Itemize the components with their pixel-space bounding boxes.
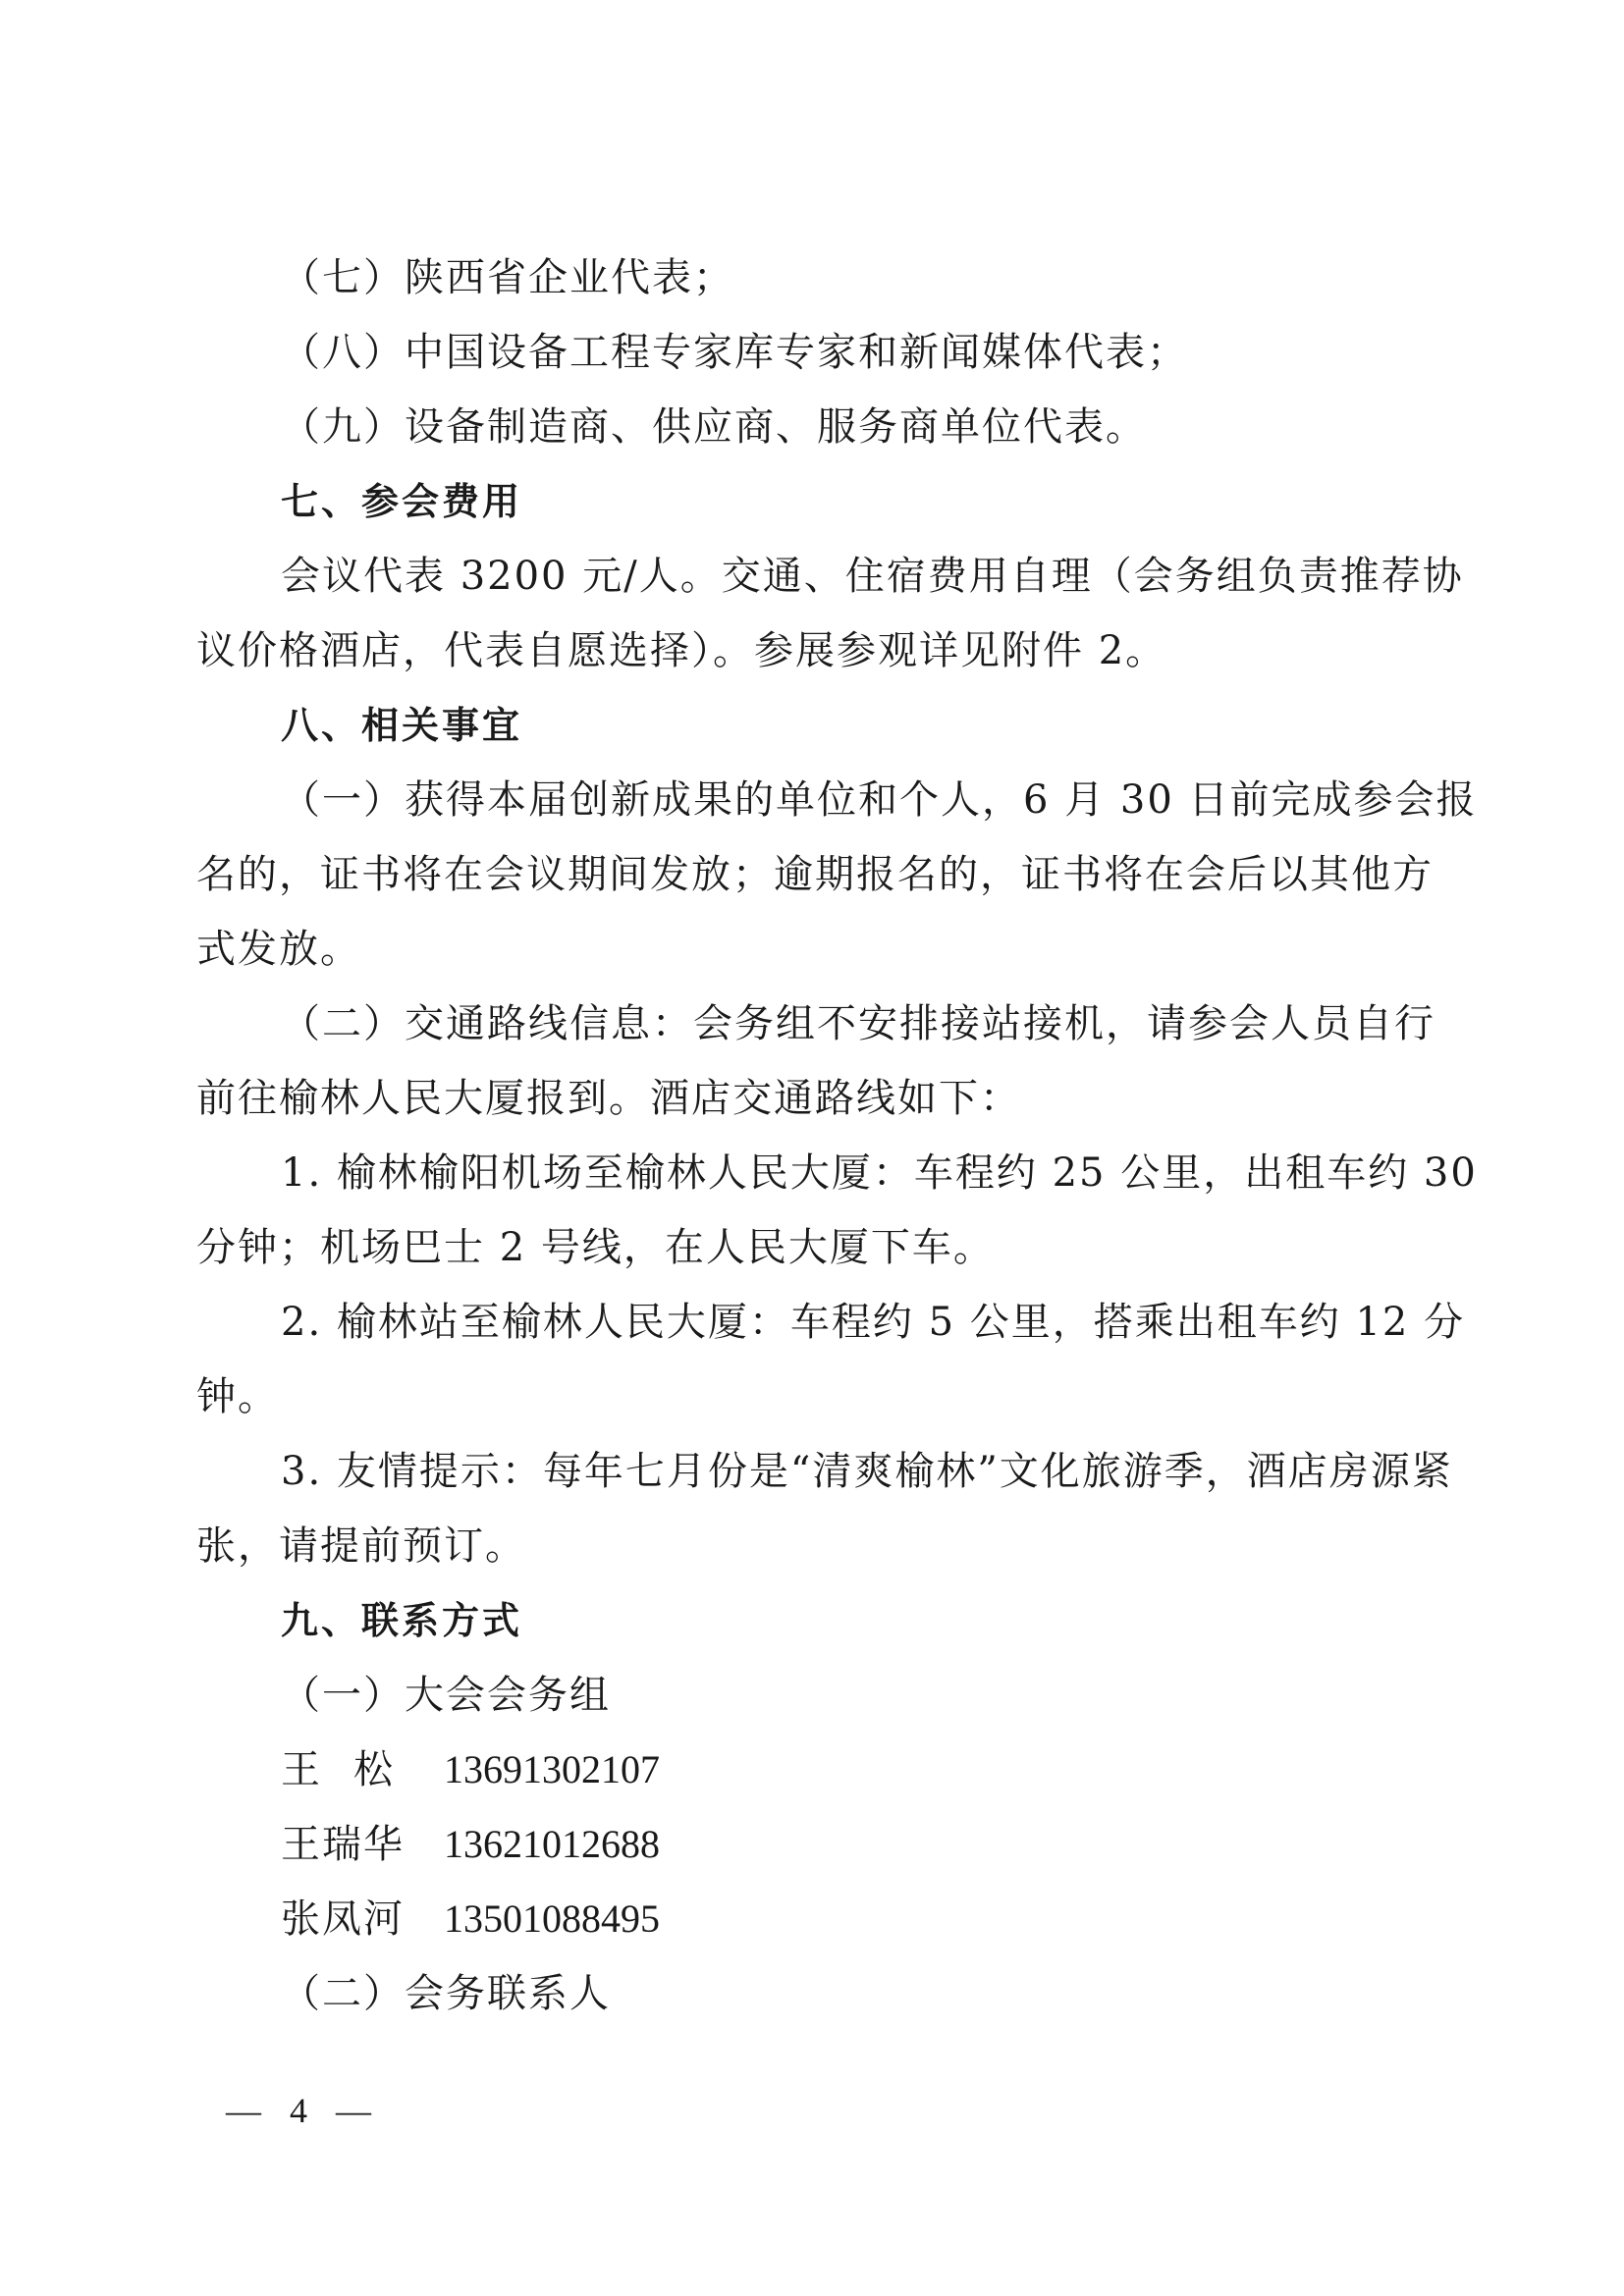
contact-phone: 13691302107 — [444, 1747, 660, 1791]
certificate-paragraph-line: 式发放。 — [196, 927, 361, 972]
contact-name: 王松 — [281, 1747, 426, 1792]
contact-phone: 13621012688 — [444, 1822, 660, 1866]
attendee-item-9: （九）设备制造商、供应商、服务商单位代表。 — [281, 404, 1147, 450]
route-2-line: 钟。 — [196, 1374, 279, 1419]
contact-row — [196, 1807, 1424, 1882]
tip-line: 张，请提前预订。 — [196, 1523, 526, 1569]
transport-paragraph-line: 前往榆林人民大厦报到。酒店交通路线如下： — [196, 1076, 1021, 1121]
fee-paragraph-line: 会议代表 3200 元/人。交通、住宿费用自理（会务组负责推荐协 — [281, 554, 1464, 599]
section-7-heading: 七、参会费用 — [281, 480, 523, 523]
attendee-item-8: （八）中国设备工程专家库专家和新闻媒体代表； — [281, 330, 1188, 375]
attendee-item-7: （七）陕西省企业代表； — [281, 255, 734, 300]
route-1-line: 1. 榆林榆阳机场至榆林人民大厦：车程约 25 公里，出租车约 30 — [281, 1150, 1478, 1196]
page-number: — 4 — — [226, 2091, 381, 2130]
document-body — [196, 240, 1478, 2031]
contact-name: 张凤河 — [281, 1896, 405, 1942]
contact-phone: 13501088495 — [444, 1896, 660, 1941]
contact-row — [196, 1882, 1424, 1956]
fee-paragraph-line: 议价格酒店，代表自愿选择）。参展参观详见附件 2。 — [196, 628, 1167, 673]
tip-line: 3. 友情提示：每年七月份是“清爽榆林”文化旅游季，酒店房源紧 — [281, 1449, 1453, 1494]
section-9-heading: 九、联系方式 — [281, 1599, 523, 1642]
contact-name: 王瑞华 — [281, 1822, 405, 1867]
route-1-line: 分钟；机场巴士 2 号线，在人民大厦下车。 — [196, 1225, 995, 1270]
contact-group-title: （一）大会会务组 — [281, 1673, 611, 1718]
certificate-paragraph-line: （一）获得本届创新成果的单位和个人，6 月 30 日前完成参会报 — [281, 777, 1478, 823]
route-2-line: 2. 榆林站至榆林人民大厦：车程约 5 公里，搭乘出租车约 12 分 — [281, 1300, 1466, 1345]
contact-group-title: （二）会务联系人 — [281, 1971, 611, 2016]
contact-row — [196, 1733, 1424, 1807]
transport-paragraph-line: （二）交通路线信息：会务组不安排接站接机，请参会人员自行 — [281, 1001, 1435, 1046]
certificate-paragraph-line: 名的，证书将在会议期间发放；逾期报名的，证书将在会后以其他方 — [196, 852, 1434, 897]
section-8-heading: 八、相关事宜 — [281, 704, 523, 747]
